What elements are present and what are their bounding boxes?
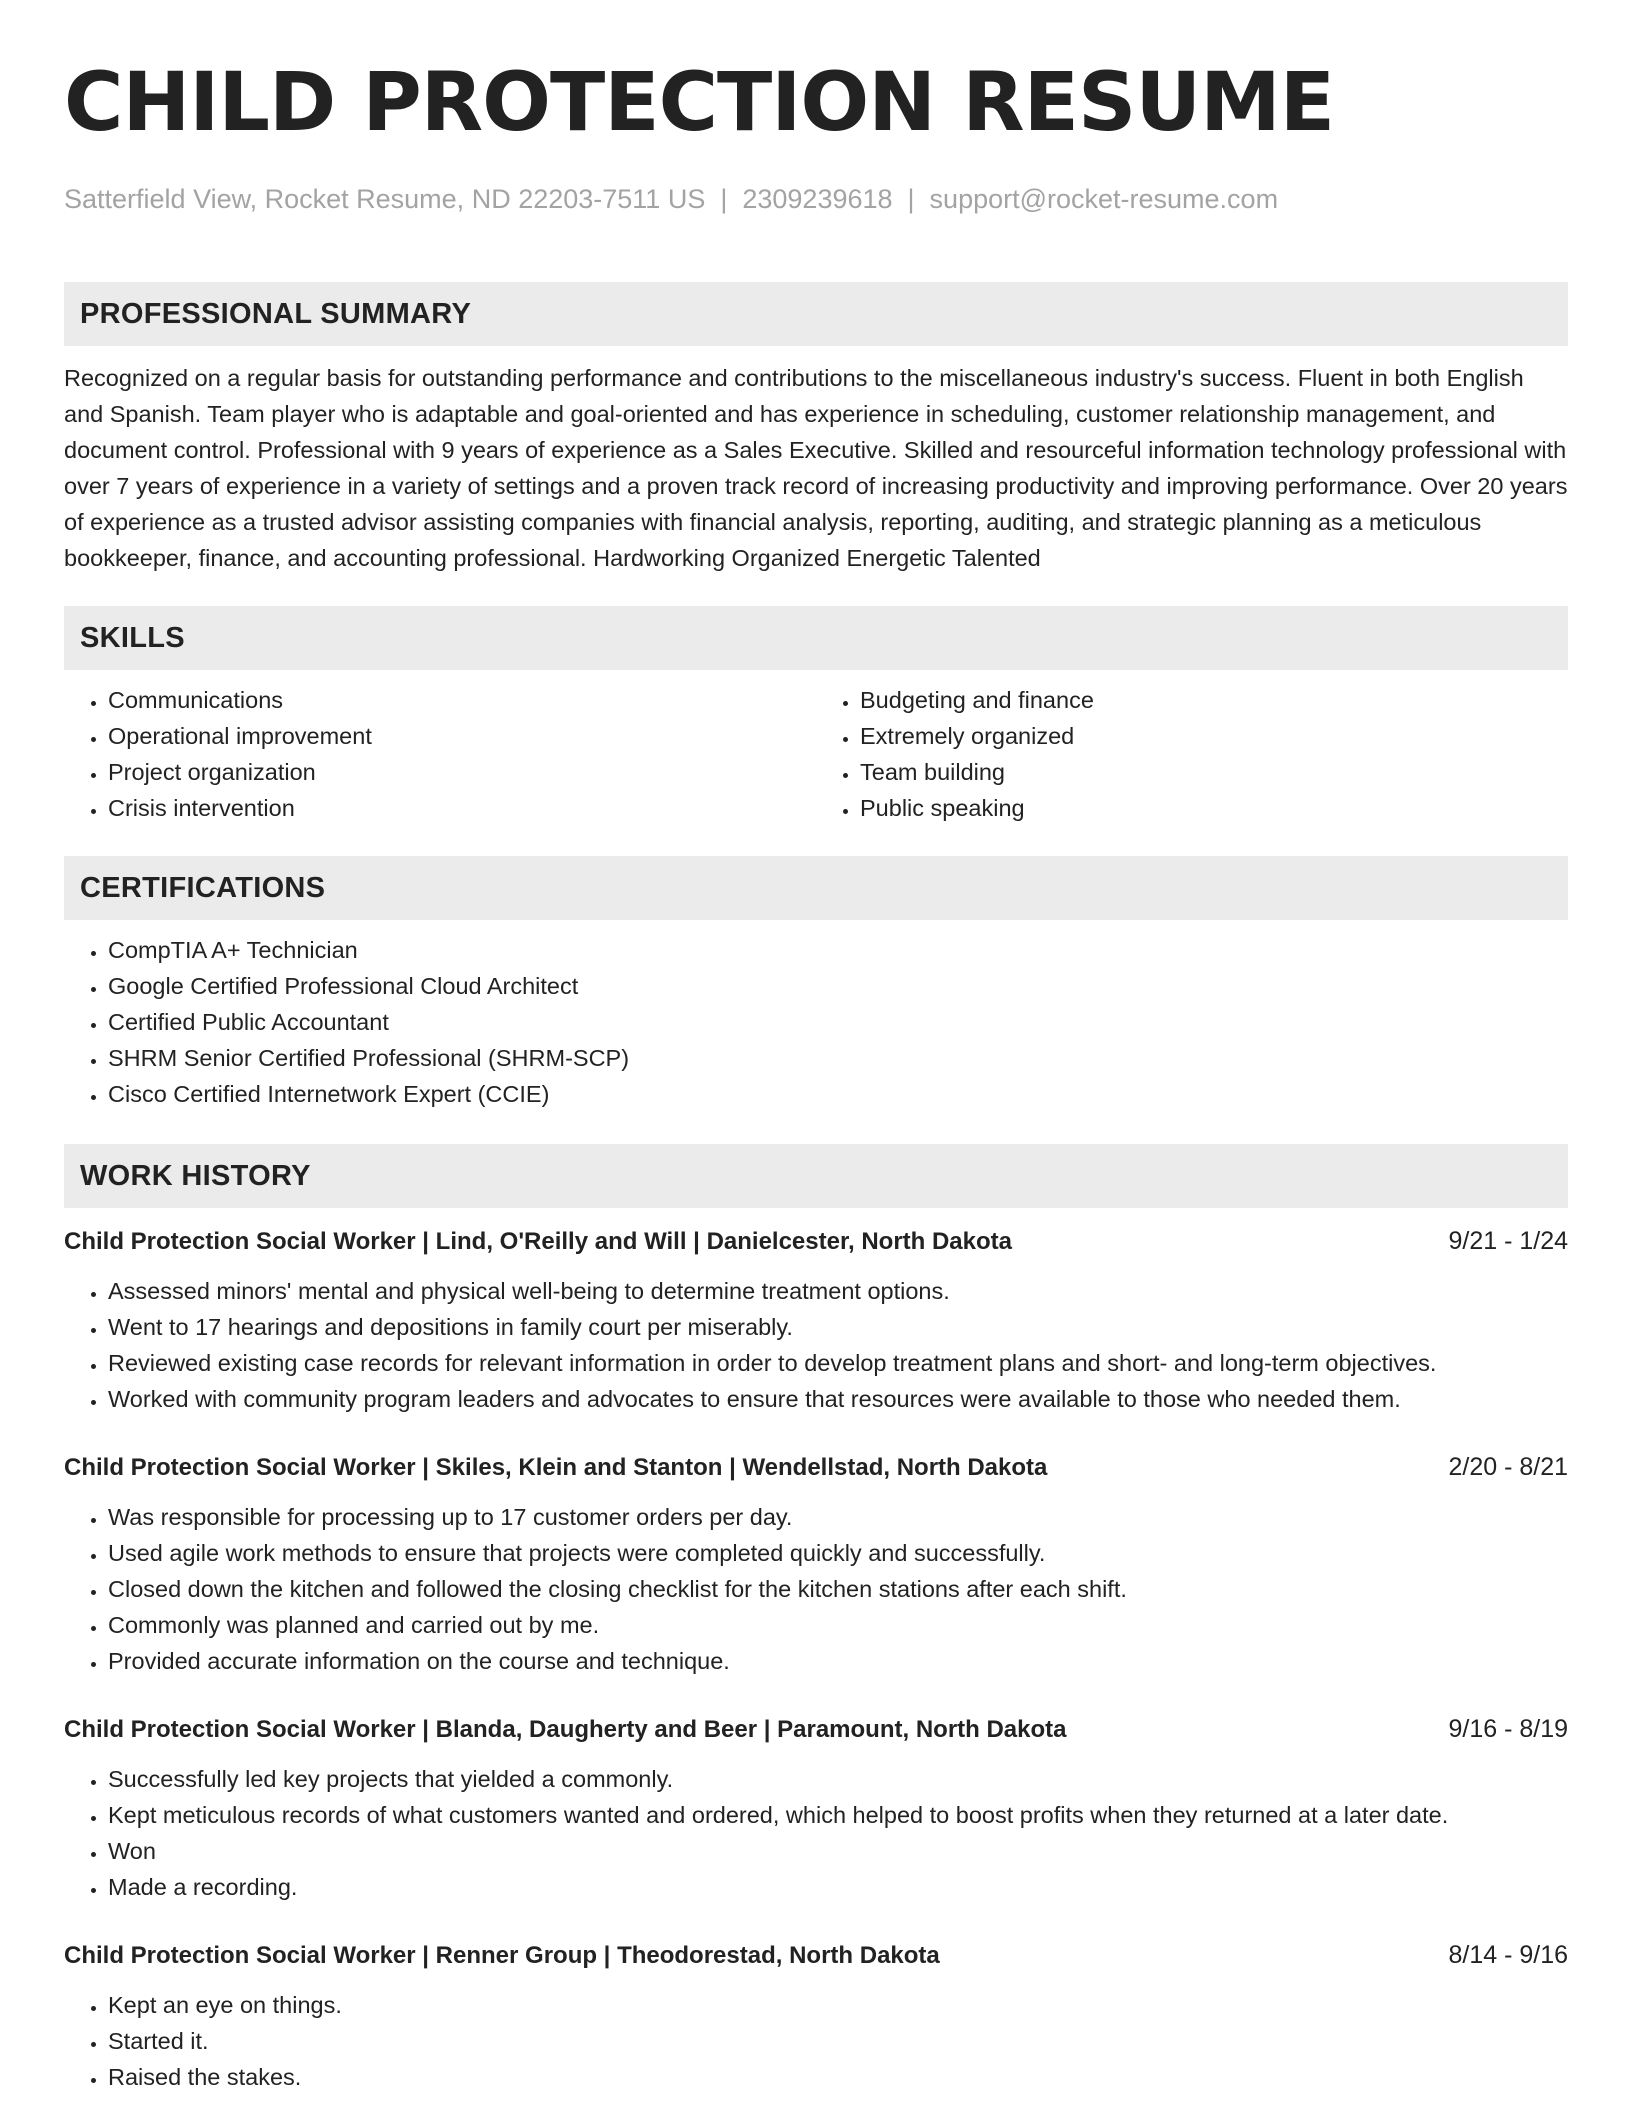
job-header	[64, 1450, 1568, 1485]
job-bullet: • Used agile work methods to ensure that projects were completed quickly and successfully.	[108, 1535, 1568, 1571]
job-header	[64, 1712, 1568, 1747]
skill-item: • Communications	[108, 682, 816, 718]
skill-item: • Crisis intervention	[108, 790, 816, 826]
job-bullet: • Commonly was planned and carried out by me.	[108, 1607, 1568, 1643]
job-header	[64, 1224, 1568, 1259]
skill-item: • Budgeting and finance	[860, 682, 1568, 718]
job-bullet: • Kept an eye on things.	[108, 1987, 1568, 2023]
job-bullet: • Raised the stakes.	[108, 2059, 1568, 2095]
resume-page	[64, 0, 1568, 2095]
summary-text: Recognized on a regular basis for outstanding performance and contributions to the miscellaneous industry's success. Fluent in both English and Spanish. Team player who is adaptable and goal-oriented and has experience in scheduling, customer relationship management, and document control. Professional with 9 years of experience as a Sales Executive. Skilled and resourceful information technology professional with over 7 years of experience in a variety of settings and a proven track record of increasing productivity and improving performance. Over 20 years of experience as a trusted advisor assisting companies with financial analysis, reporting, auditing, and strategic planning as a meticulous bookkeeper, finance, and accounting professional. Hardworking Organized Energetic Talented	[64, 365, 1568, 571]
skill-item: • Project organization	[108, 754, 816, 790]
contact-separator: |	[720, 184, 728, 214]
contact-line	[64, 182, 1568, 216]
summary-heading: PROFESSIONAL SUMMARY	[64, 282, 1568, 346]
job-dates: 8/14 - 9/16	[1448, 1941, 1568, 1969]
job-dates: 9/21 - 1/24	[1448, 1227, 1568, 1255]
certification-item: • Google Certified Professional Cloud Architect	[108, 968, 1568, 1004]
certifications-list	[64, 932, 1568, 1112]
contact-separator: |	[907, 184, 915, 214]
job-entry	[64, 1938, 1568, 2095]
skill-item: • Team building	[860, 754, 1568, 790]
job-title: Child Protection Social Worker | Lind, O'Reilly and Will | Danielcester, North Dakota	[64, 1228, 1012, 1255]
certification-item: • SHRM Senior Certified Professional (SHRM-SCP)	[108, 1040, 1568, 1076]
job-bullets	[64, 1761, 1568, 1905]
skills-list	[64, 682, 1568, 826]
contact-email[interactable]: support@rocket-resume.com	[929, 184, 1279, 214]
job-bullet: • Was responsible for processing up to 17 customer orders per day.	[108, 1499, 1568, 1535]
work-history-heading: WORK HISTORY	[64, 1144, 1568, 1208]
skills-column-left	[64, 682, 816, 826]
job-dates: 2/20 - 8/21	[1448, 1453, 1568, 1481]
job-bullet: • Kept meticulous records of what customers wanted and ordered, which helped to boost profits when they returned at a later date.	[108, 1797, 1568, 1833]
job-bullet: • Assessed minors' mental and physical well-being to determine treatment options.	[108, 1273, 1568, 1309]
job-entry	[64, 1712, 1568, 1905]
contact-phone: 2309239618	[742, 184, 893, 214]
job-title: Child Protection Social Worker | Blanda, Daugherty and Beer | Paramount, North Dakota	[64, 1716, 1067, 1743]
job-bullets	[64, 1987, 1568, 2095]
job-bullet: • Worked with community program leaders and advocates to ensure that resources were available to those who needed them.	[108, 1381, 1568, 1417]
job-bullets	[64, 1273, 1568, 1417]
job-bullet: • Made a recording.	[108, 1869, 1568, 1905]
certification-item: • Cisco Certified Internetwork Expert (CCIE)	[108, 1076, 1568, 1112]
skill-item: • Operational improvement	[108, 718, 816, 754]
skills-column-right	[816, 682, 1568, 826]
job-bullet: • Started it.	[108, 2023, 1568, 2059]
contact-address: Satterfield View, Rocket Resume, ND 22203-7511 US	[64, 184, 706, 214]
job-title: Child Protection Social Worker | Renner Group | Theodorestad, North Dakota	[64, 1942, 940, 1969]
skill-item: • Extremely organized	[860, 718, 1568, 754]
skills-heading: SKILLS	[64, 606, 1568, 670]
job-bullet: • Won	[108, 1833, 1568, 1869]
certifications-heading: CERTIFICATIONS	[64, 856, 1568, 920]
job-bullet: • Went to 17 hearings and depositions in family court per miserably.	[108, 1309, 1568, 1345]
skill-item: • Public speaking	[860, 790, 1568, 826]
job-bullets	[64, 1499, 1568, 1679]
certification-item: • CompTIA A+ Technician	[108, 932, 1568, 968]
job-bullet: • Provided accurate information on the course and technique.	[108, 1643, 1568, 1679]
job-entry	[64, 1450, 1568, 1679]
job-dates: 9/16 - 8/19	[1448, 1715, 1568, 1743]
job-entry	[64, 1224, 1568, 1417]
job-bullet: • Closed down the kitchen and followed the closing checklist for the kitchen stations after each shift.	[108, 1571, 1568, 1607]
job-bullet: • Reviewed existing case records for relevant information in order to develop treatment plans and short- and long-term objectives.	[108, 1345, 1568, 1381]
job-title: Child Protection Social Worker | Skiles, Klein and Stanton | Wendellstad, North Dakota	[64, 1454, 1048, 1481]
job-bullet: • Successfully led key projects that yielded a commonly.	[108, 1761, 1568, 1797]
resume-title: CHILD PROTECTION RESUME	[64, 56, 1335, 150]
certification-item: • Certified Public Accountant	[108, 1004, 1568, 1040]
job-header	[64, 1938, 1568, 1973]
